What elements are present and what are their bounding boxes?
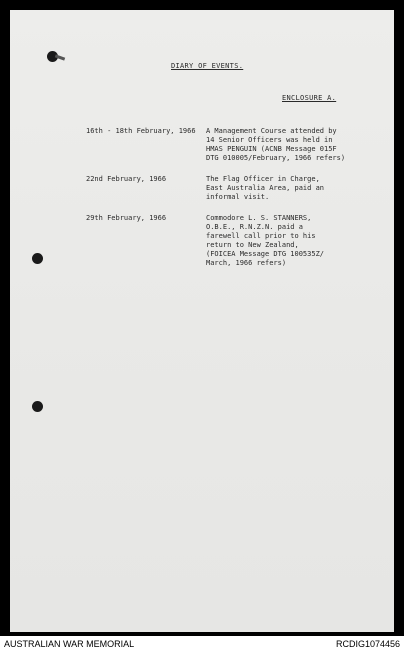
document-title: DIARY OF EVENTS.: [171, 62, 244, 70]
entry-description: The Flag Officer in Charge, East Australia Area, paid an informal visit.: [206, 175, 325, 201]
document-page: [10, 10, 394, 632]
entry-date: 22nd February, 1966: [86, 175, 167, 183]
entry-description: A Management Course attended by 14 Senior Officers was held in HMAS PENGUIN (ACNB Message 015F DTG 010005/February, 1966 refers): [206, 127, 346, 162]
entry-date: 29th February, 1966: [86, 214, 167, 222]
footer-source: AUSTRALIAN WAR MEMORIAL: [4, 639, 135, 649]
footer-record-id: RCDIG1074456: [335, 639, 400, 649]
enclosure-label: ENCLOSURE A.: [282, 94, 337, 102]
footer-bar: [0, 636, 404, 653]
entry-description: Commodore L. S. STANNERS, O.B.E., R.N.Z.N. paid a farewell call prior to his return to New Zealand, (FOICEA Message DTG 100535Z/ March, 1966 refers): [206, 214, 325, 267]
punch-hole: [32, 401, 43, 412]
punch-hole: [32, 253, 43, 264]
entry-date: 16th - 18th February, 1966: [86, 127, 196, 135]
